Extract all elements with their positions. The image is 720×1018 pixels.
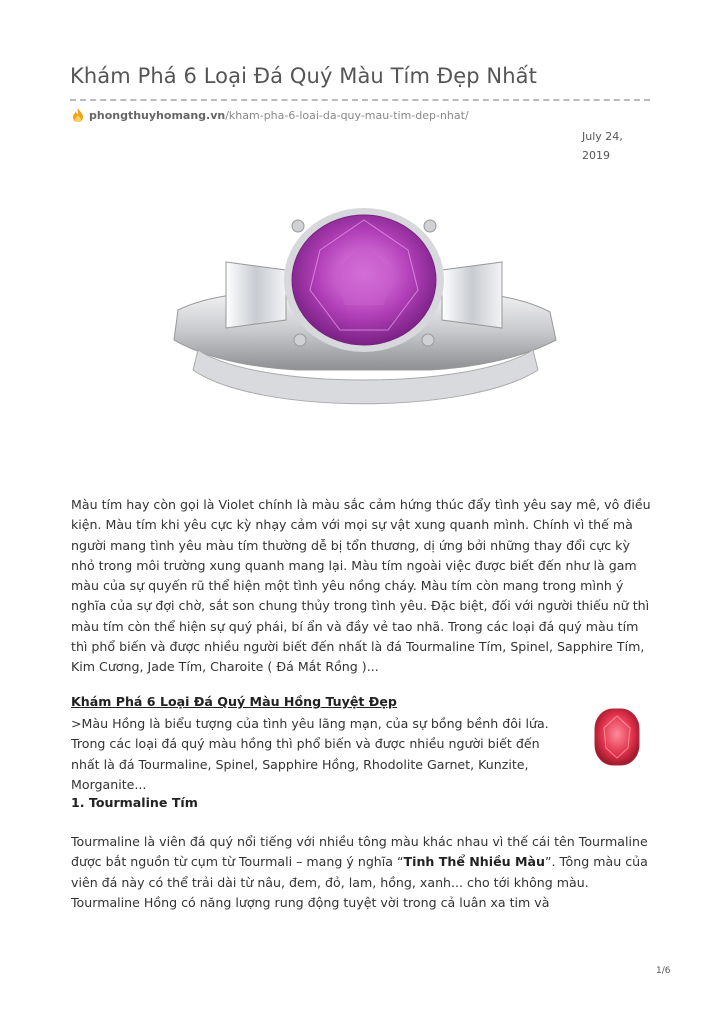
pink-gem-image	[592, 706, 642, 768]
section-text-end: ”. Tông màu của viên đá này có thể trải dài từ nâu, đem, đỏ, lam, hồng, xanh... cho tới không màu. Tourmaline Hồng có năng lượng rung động tuyệt vời trong cả luân xa tim và	[71, 854, 648, 910]
source-line[interactable]	[72, 108, 469, 122]
section-heading: 1. Tourmaline Tím	[71, 795, 198, 810]
section-text-start: Tourmaline là viên đá quý nổi tiếng với nhiều tông màu khác nhau vì thế cái tên Tourmaline được bắt nguồn từ cụm từ Tourmali – mang ý nghĩa “	[71, 834, 648, 870]
publish-date	[582, 127, 642, 165]
related-article-link[interactable]: Khám Phá 6 Loại Đá Quý Màu Hồng Tuyệt Đẹp	[71, 694, 397, 709]
fire-icon	[72, 108, 84, 122]
intro-paragraph: Màu tím hay còn gọi là Violet chính là màu sắc cảm hứng thúc đẩy tình yêu say mê, vô điều kiện. Màu tím khi yêu cực kỳ nhạy cảm với mọi sự vật xung quanh mình. Chính vì thế mà người mang tình yêu màu tím thường dễ bị tổn thương, dị ứng bởi những thay đổi cực kỳ nhỏ trong môi trường xung quanh mang lại. Màu tím ngoài việc được biết đến như là gam màu của sự quyến rũ thể hiện một tình yêu nồng cháy. Màu tím còn mang trong mình ý nghĩa của sự đợi chờ, sắt son chung thủy trong tình yêu. Đặc biệt, đối với người thiếu nữ thì màu tím còn thể hiện sự quý phái, bí ẩn và đầy vẻ tao nhã. Trong các loại đá quý màu tím thì phổ biến và được nhiều người biết đến nhất là đá Tourmaline Tím, Spinel, Sapphire Tím, Kim Cương, Jade Tím, Charoite ( Đá Mắt Rồng )...	[71, 497, 651, 675]
ring-image	[168, 200, 560, 460]
date-line-1: July 24,	[582, 130, 623, 143]
title-divider	[70, 99, 650, 101]
section-text-bold: Tinh Thể Nhiều Màu	[403, 854, 545, 870]
page-number: 1/6	[656, 966, 671, 976]
source-path[interactable]: /kham-pha-6-loai-da-quy-mau-tim-dep-nhat/	[225, 108, 469, 122]
page-title: Khám Phá 6 Loại Đá Quý Màu Tím Đẹp Nhất	[70, 64, 537, 88]
section-paragraph	[71, 832, 656, 913]
date-line-2: 2019	[582, 149, 610, 162]
related-article-body: >Màu Hồng là biểu tượng của tình yêu lãng mạn, của sự bồng bềnh đôi lứa. Trong các loại đá quý màu hồng thì phổ biến và được nhiều người biết đến nhất là đá Tourmaline, Spinel, Sapphire Hồng, Rhodolite Garnet, Kunzite, Morganite...	[71, 716, 549, 792]
source-site[interactable]: phongthuyhomang.vn	[89, 108, 226, 122]
